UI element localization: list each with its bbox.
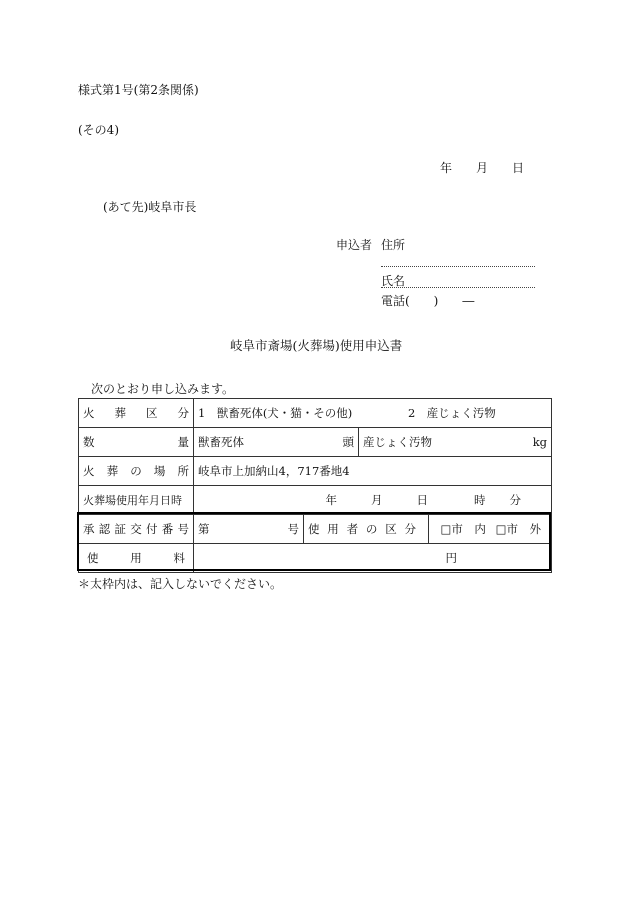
- quantity-animal-cell: [194, 428, 359, 457]
- user-category-label: 使 用 者 の 区 分: [308, 522, 416, 536]
- quantity-waste-unit: kg: [532, 435, 548, 449]
- table-row: [79, 428, 552, 457]
- label-火葬区分: 火 葬 区 分: [83, 406, 189, 420]
- datetime-cell: [194, 486, 552, 515]
- datetime-year: 年: [325, 493, 338, 507]
- quantity-waste-label: 産じょく汚物: [363, 435, 432, 449]
- datetime-month: 月: [371, 493, 383, 507]
- table-row: [79, 486, 552, 515]
- row-label-cremation-type: [79, 399, 194, 428]
- user-category-city-outside: □市 外: [495, 522, 541, 536]
- note-text: ＊太枠内は、記入しないでください。: [78, 577, 283, 591]
- intro-text: 次のとおり申し込みます。: [91, 382, 235, 396]
- application-table: [78, 398, 552, 573]
- divider: [428, 515, 429, 543]
- user-category-cell: [304, 515, 552, 544]
- user-category-city-inside: □市 内: [440, 522, 486, 536]
- row-label-place: 火 葬 の 場 所: [79, 457, 194, 486]
- cremation-option-1: 1 獣畜死体(犬・猫・その他): [198, 406, 353, 420]
- applicant-address-label: 住所: [381, 238, 406, 252]
- table-row: [79, 515, 552, 544]
- quantity-waste-cell: [359, 428, 552, 457]
- applicant-name-label: 氏名: [381, 274, 406, 288]
- quantity-animal-label: 獣畜死体: [198, 435, 244, 449]
- approval-dai: 第: [198, 522, 210, 536]
- date-day: 日: [511, 161, 524, 175]
- fee-unit: 円: [445, 551, 458, 565]
- datetime-hour: 時: [474, 493, 486, 507]
- row-label-approval-number: 承 認 証 交 付 番 号: [79, 515, 194, 544]
- cremation-option-2: 2 産じょく汚物: [407, 406, 496, 420]
- date-month: 月: [475, 161, 488, 175]
- document-title: 岐阜市斎場(火葬場)使用申込書: [230, 338, 403, 353]
- form-number: 様式第1号(第2条関係): [78, 83, 199, 97]
- applicant-phone-label: 電話( ) ―: [381, 294, 475, 308]
- applicant-label: 申込者: [336, 238, 373, 252]
- table-row: [79, 399, 552, 428]
- approval-go: 号: [287, 522, 299, 536]
- row-label-fee: 使 用 料: [79, 544, 194, 573]
- table-row: [79, 544, 552, 573]
- row-label-datetime: 火葬場使用年月日時: [79, 486, 194, 515]
- form-subnumber: (その4): [78, 123, 119, 137]
- quantity-animal-unit: 頭: [342, 435, 354, 449]
- name-line: [381, 287, 535, 288]
- datetime-day: 日: [416, 493, 429, 507]
- row-label-quantity: 数 量: [79, 428, 194, 457]
- datetime-minute: 分: [509, 493, 522, 507]
- table-row: [79, 457, 552, 486]
- cremation-type-cell: [194, 399, 552, 428]
- addressee: (あて先)岐阜市長: [103, 200, 197, 214]
- fee-cell: [194, 544, 552, 573]
- place-value: 岐阜市上加納山4，717番地4: [194, 457, 552, 486]
- address-line: [381, 266, 535, 267]
- approval-number-cell: [194, 515, 304, 544]
- date-year: 年: [440, 161, 453, 175]
- date-line: [440, 159, 524, 176]
